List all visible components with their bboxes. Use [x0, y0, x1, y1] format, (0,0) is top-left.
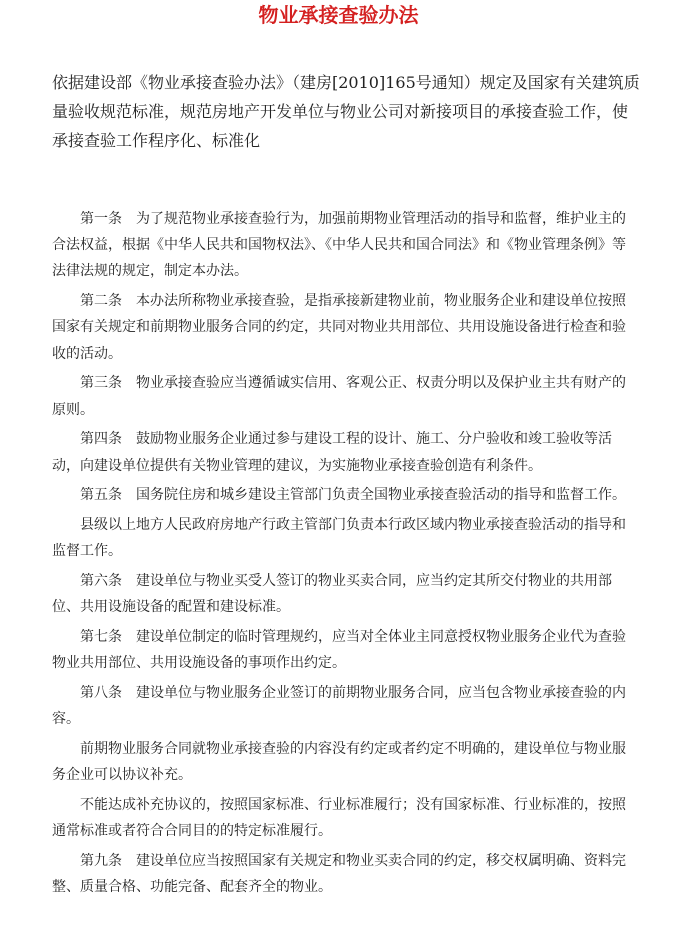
article-paragraph: 第二条 本办法所称物业承接查验，是指承接新建物业前，物业服务企业和建设单位按照国家有关规定和前期物业服务合同的约定，共同对物业共用部位、共用设施设备进行检查和验收的活动。 [52, 293, 626, 362]
article-paragraph: 第八条 建设单位与物业服务企业签订的前期物业服务合同，应当包含物业承接查验的内容。 [52, 685, 626, 728]
article-paragraph: 第六条 建设单位与物业买受人签订的物业买卖合同，应当约定其所交付物业的共用部位、共用设施设备的配置和建设标准。 [52, 573, 612, 616]
document-title: 物业承接查验办法 [258, 3, 419, 27]
article-paragraph: 第七条 建设单位制定的临时管理规约，应当对全体业主同意授权物业服务企业代为查验物业共用部位、共用设施设备的事项作出约定。 [52, 629, 626, 672]
article-paragraph: 县级以上地方人民政府房地产行政主管部门负责本行政区域内物业承接查验活动的指导和监督工作。 [52, 517, 626, 560]
intro-paragraph: 依据建设部《物业承接查验办法》（建房[2010]165号通知）规定及国家有关建筑质量验收规范标准，规范房地产开发单位与物业公司对新接项目的承接查验工作，使承接查验工作程序化、标准化 [52, 73, 640, 150]
article-paragraph: 前期物业服务合同就物业承接查验的内容没有约定或者约定不明确的，建设单位与物业服务企业可以协议补充。 [52, 741, 626, 784]
article-paragraph: 第一条 为了规范物业承接查验行为，加强前期物业管理活动的指导和监督，维护业主的合法权益，根据《中华人民共和国物权法》、《中华人民共和国合同法》和《物业管理条例》等法律法规的规定，制定本办法。 [52, 211, 626, 280]
article-paragraph: 第四条 鼓励物业服务企业通过参与建设工程的设计、施工、分户验收和竣工验收等活动，向建设单位提供有关物业管理的建议，为实施物业承接查验创造有利条件。 [52, 431, 612, 474]
document-body [52, 206, 630, 904]
article-paragraph: 不能达成补充协议的，按照国家标准、行业标准履行；没有国家标准、行业标准的，按照通常标准或者符合合同目的的特定标准履行。 [52, 797, 626, 840]
article-paragraph: 第五条 国务院住房和城乡建设主管部门负责全国物业承接查验活动的指导和监督工作。 [80, 487, 626, 504]
article-paragraph: 第九条 建设单位应当按照国家有关规定和物业买卖合同的约定，移交权属明确、资料完整、质量合格、功能完备、配套齐全的物业。 [52, 853, 626, 896]
article-paragraph: 第三条 物业承接查验应当遵循诚实信用、客观公正、权责分明以及保护业主共有财产的原则。 [52, 375, 626, 418]
